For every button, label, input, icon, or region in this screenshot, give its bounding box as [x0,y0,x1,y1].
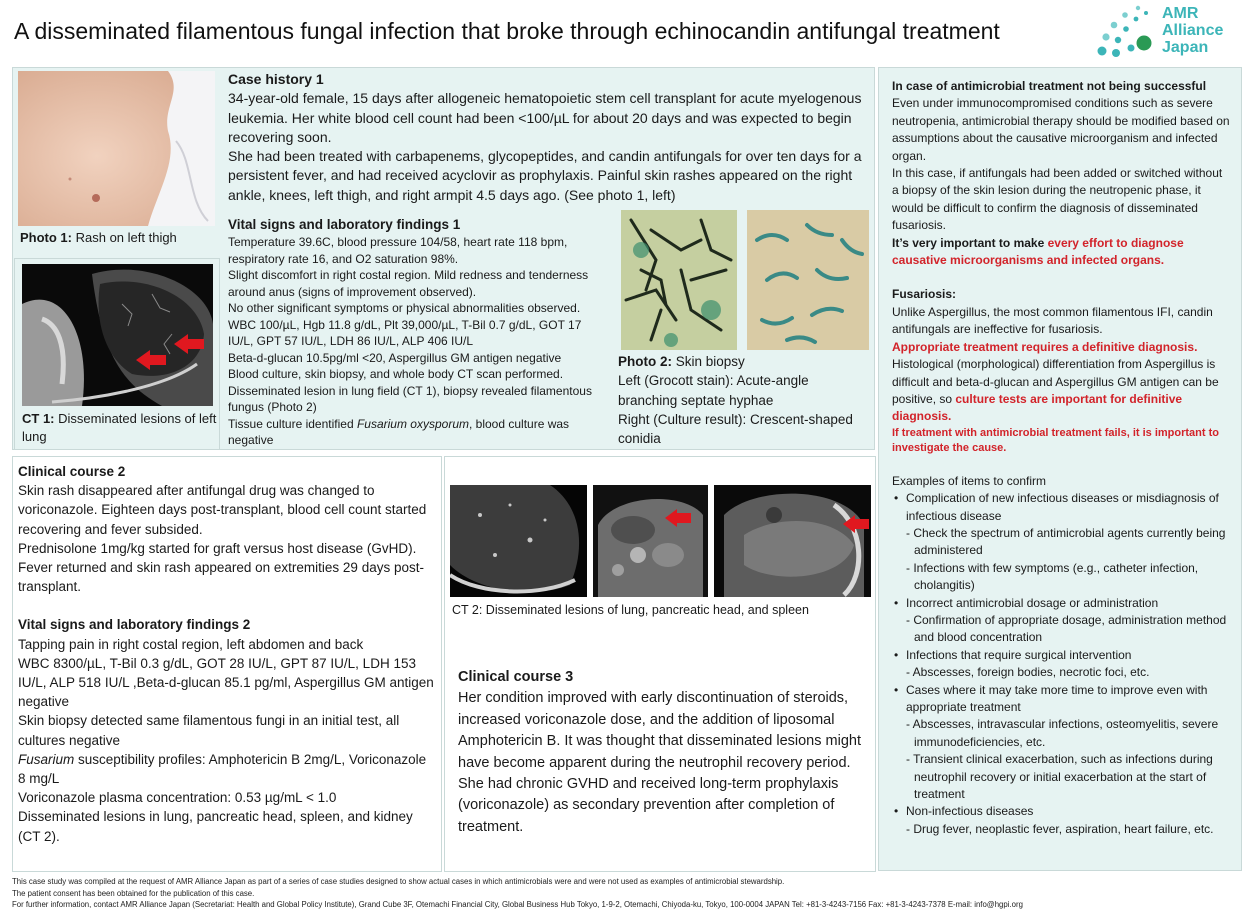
rash-photo [18,71,215,226]
logo-line-2: Alliance [1162,22,1224,39]
vitals-1-line-culture: Tissue culture identified Fusarium oxysporum, blood culture was negative [228,416,570,447]
vitals-2-line: Skin biopsy detected same filamentous fungi in an initial test, all cultures negative [18,713,400,748]
footer-line-2: The patient consent has been obtained for the publication of this case. [12,888,255,898]
photo-2-caption [618,352,868,448]
case-history-section [228,70,868,205]
logo-line-1: AMR [1162,5,1199,22]
footer [12,876,1023,911]
vitals-1-section [228,216,608,449]
vitals-1-line: No other significant symptoms or physical abnormalities observed. [228,301,581,315]
clinical-course-3-section [458,667,866,838]
examples-subitem: - Abscesses, foreign bodies, necrotic foci, etc. [906,665,1150,680]
fusariosis-warning: If treatment with antimicrobial treatment fails, it is important to investigate the cause. [892,426,1219,454]
grocott-stain-image [621,210,737,350]
vitals-2-line: Disseminated lesions in lung, pancreatic head, spleen, and kidney (CT 2). [18,809,413,844]
examples-item: • Incorrect antimicrobial dosage or administration [892,595,1232,612]
fusariosis-p2: Appropriate treatment requires a definitive diagnosis. Histological (morphological) differentiation from Aspergillus is difficult and beta-d-glucan and Aspergillus GM antigen can be positive, so culture tests are important for definitive diagnosis. [892,339,1219,424]
footer-line-1: This case study was compiled at the request of AMR Alliance Japan as part of a series of case studies designed to show actual cases in which antimicrobials were and were not used as examples of antimicrobial stewardship. [12,877,785,886]
vitals-1-line: Temperature 39.6C, blood pressure 104/58, heart rate 118 bpm, respiratory rate 16, and O2 saturation 98%. [228,235,568,266]
vitals-2-heading: Vital signs and laboratory findings 2 [18,617,251,633]
clinical-course-2-section [18,462,436,846]
red-arrow-icon [843,515,869,533]
guidance-p3: It’s very important to make every effort to diagnose causative microorganisms and infected organs. [892,235,1184,268]
clinical-course-3-heading: Clinical course 3 [458,669,574,685]
amr-alliance-logo [1094,3,1244,63]
photo-2-right-desc: Right (Culture result): Crescent-shaped conidia [618,411,853,447]
examples-subitem: - Transient clinical exacerbation, such as infections during neutrophil recovery or initial exacerbation at the start of treatment [906,752,1213,802]
vitals-2-line-susceptibility: Fusarium susceptibility profiles: Amphotericin B 2mg/L, Voriconazole 8 mg/L [18,751,427,787]
examples-subitem: - Check the spectrum of antimicrobial agents currently being administered [906,525,1226,558]
vitals-1-heading: Vital signs and laboratory findings 1 [228,217,461,232]
clinical-course-2-line: Skin rash disappeared after antifungal drug was changed to voriconazole. Eighteen days post-transplant, blood cell count started recovering and fever subsided. [18,483,427,537]
examples-item: • Complication of new infectious diseases or misdiagnosis of infectious disease [892,490,1232,525]
vitals-1-line: WBC 100/µL, Hgb 11.8 g/dL, Plt 39,000/µL, T-Bil 0.7 g/dL, GOT 17 IU/L, GPT 57 IU/L, LDH 86 IU/L, ALP 406 IU/L [228,317,582,348]
photo-1-text: Rash on left thigh [72,230,177,245]
vitals-2-line: Voriconazole plasma concentration: 0.53 µg/mL < 1.0 [18,790,337,806]
case-history-p2: She had been treated with carbapenems, glycopeptides, and candin antifungals for over ten days for a persistent fever, and had received acyclovir as prophylaxis. Painful skin rashes appeared on the right ankle, knees, left thigh, and right armpit 4.5 days ago. (See photo 1, left) [228,148,862,203]
guidance-p1: Even under immunocompromised conditions such as severe neutropenia, antimicrobial therapy should be modified based on assumptions about the causative microorganism and infected organ. [892,96,1230,163]
vitals-2-line: WBC 8300/µL, T-Bil 0.3 g/dL, GOT 28 IU/L, GPT 87 IU/L, LDH 153 IU/L, ALP 518 IU/L ,Beta-d-glucan 85.1 pg/ml, Aspergillus GM antigen negative [18,655,434,710]
vitals-1-line: Slight discomfort in right costal region. Mild redness and tenderness around anus (signs of improvement observed). [228,268,589,299]
case-history-heading: Case history 1 [228,71,324,87]
red-arrow-icon [136,350,166,370]
ct-1-label: CT 1: [22,411,55,426]
clinical-course-2-heading: Clinical course 2 [18,464,126,479]
photo-1-caption [20,229,177,247]
ct-2-caption: CT 2: Disseminated lesions of lung, pancreatic head, and spleen [452,603,809,617]
page-title: A disseminated filamentous fungal infection that broke through echinocandin antifungal treatment [14,18,1000,44]
guidance-heading: In case of antimicrobial treatment not being successful [892,79,1207,93]
examples-subitem: - Confirmation of appropriate dosage, administration method and blood concentration [906,612,1227,645]
fusariosis-p1: Unlike Aspergillus, the most common filamentous IFI, candin antifungals are ineffective for fusariosis. [892,304,1213,337]
ct2-spleen-image [714,485,871,597]
guidance-text [892,78,1232,838]
case-history-p1: 34-year-old female, 15 days after allogeneic hematopoietic stem cell transplant for acute myelogenous leukemia. Her white blood cell count had been <100/µL for about 20 days and was expected to begin recovering soon. [228,90,862,145]
photo-2-title: Skin biopsy [672,354,745,369]
ct2-lung-image [450,485,587,597]
examples-subitem: - Infections with few symptoms (e.g., catheter infection, cholangitis) [906,560,1199,593]
clinical-course-2-line: Fever returned and skin rash appeared on extremities 29 days post-transplant. [18,560,424,595]
clinical-course-3-text: Her condition improved with early discontinuation of steroids, increased voriconazole dose, and the addition of liposomal Amphotericin B. It was thought that disseminated lesions might have become apparent during the neutrophil recovery period. She had chronic GVHD and received long-term prophylaxis (voriconazole) as secondary prevention after completion of treatment. [458,690,861,835]
culture-conidia-image [747,210,869,350]
ct-1-text: Disseminated lesions of left lung [22,411,217,444]
examples-item: • Infections that require surgical intervention [892,647,1232,664]
photo-1-label: Photo 1: [20,230,72,245]
examples-heading: Examples of items to confirm [892,473,1047,488]
ct2-pancreas-image [593,485,708,597]
examples-list [892,490,1232,838]
logo-line-3: Japan [1162,39,1209,56]
guidance-p2: In this case, if antifungals had been added or switched without a biopsy of the skin lesion during the neutropenic phase, it would be difficult to confirm the diagnosis of disseminated fusariosis. [892,166,1223,233]
vitals-2-line: Tapping pain in right costal region, left abdomen and back [18,636,364,652]
red-arrow-icon [174,334,204,354]
ct-1-caption [22,410,218,446]
footer-line-3: For further information, contact AMR Alliance Japan (Secretariat: Health and Global Policy Institute), Grand Cube 3F, Otemachi Financial City, Global Business Hub Tokyo, 1-9-2, Otemachi, Chiyoda-ku, Tokyo, 100-0004 JAPAN Tel: +81-3-4243-7156 Fax: +81-3-4243-7378 E-mail: info@hgpi.org [12,900,1023,909]
photo-2-left-desc: Left (Grocott stain): Acute-angle branching septate hyphae [618,373,809,408]
vitals-1-line: Beta-d-glucan 10.5pg/ml <20, Aspergillus GM antigen negative [228,350,562,365]
fusariosis-heading: Fusariosis: [892,287,957,302]
logo-dots-icon [1094,3,1160,63]
examples-item: • Cases where it may take more time to improve even with appropriate treatment [892,682,1232,717]
examples-item: • Non-infectious diseases [892,803,1232,820]
vitals-1-line: Blood culture, skin biopsy, and whole body CT scan performed. [228,367,564,381]
examples-subitem: - Abscesses, intravascular infections, osteomyelitis, severe immunodeficiencies, etc. [906,717,1219,749]
red-arrow-icon [665,509,691,527]
clinical-course-2-line: Prednisolone 1mg/kg started for graft versus host disease (GvHD). [18,540,417,556]
vitals-1-line: Disseminated lesion in lung field (CT 1), biopsy revealed filamentous fungus (Photo 2) [228,383,592,414]
examples-subitem: - Drug fever, neoplastic fever, aspiration, heart failure, etc. [906,821,1214,836]
photo-2-label: Photo 2: [618,354,672,369]
